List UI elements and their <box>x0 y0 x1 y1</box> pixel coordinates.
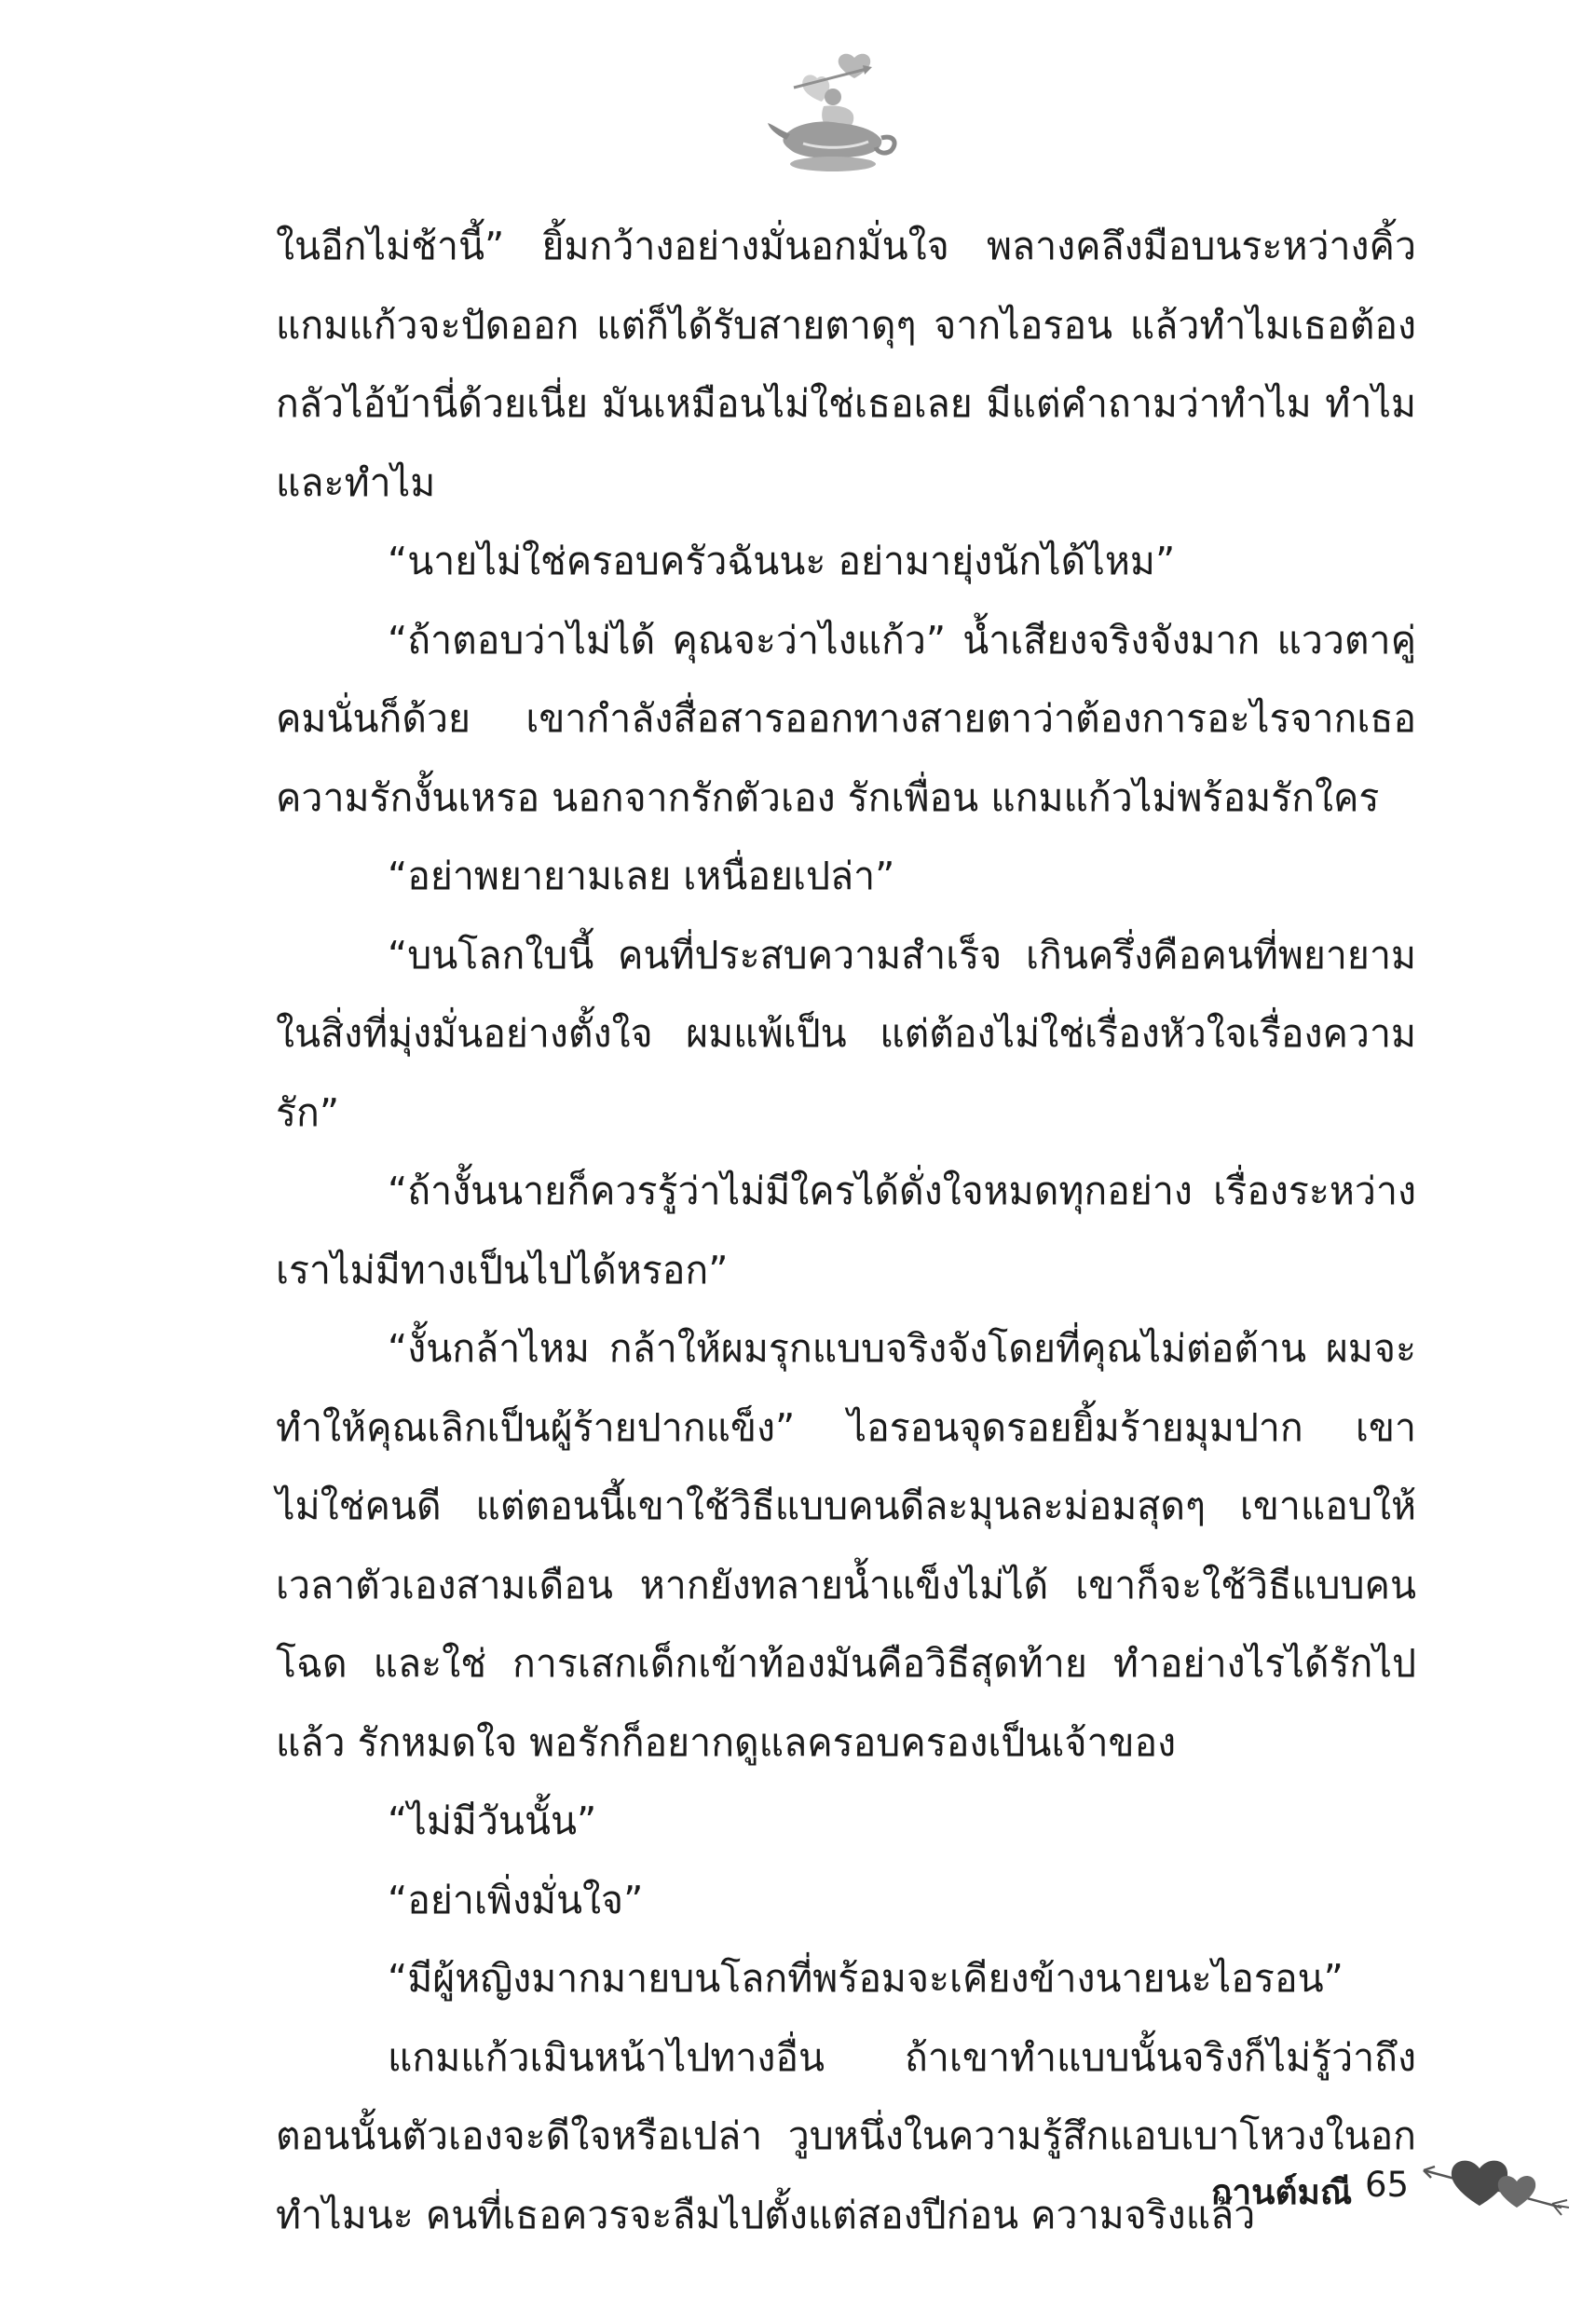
book-title: กานต์มณี <box>1211 2172 1353 2212</box>
page-footer <box>1146 2148 1481 2232</box>
paragraph: “อย่าพยายามเลย เหนื่อยเปล่า” <box>388 854 895 898</box>
body-text <box>276 207 1416 2254</box>
paragraph: แกมแก้วเมินหน้าไปทางอื่น ถ้าเขาทำแบบนั้นจริงก็ไม่รู้ว่าถึงตอนนั้นตัวเองจะดีใจหรือเปล่า วูบหนึ่งในความรู้สึกแอบเบาโหวงในอก ทำไมนะ คนที่เธอควรจะลืมไปตั้งแต่สองปีก่อน ความจริงแล้ว <box>276 2034 1416 2237</box>
paragraph: ในอีกไม่ช้านี้” ยิ้มกว้างอย่างมั่นอกมั่นใจ พลางคลึงมือบนระหว่างคิ้ว แกมแก้วจะปัดออก แต่ก็ได้รับสายตาดุๆ จากไอรอน แล้วทำไมเธอต้องกลัวไอ้บ้านี่ด้วยเนี่ย มันเหมือนไม่ใช่เธอเลย มีแต่คำถามว่าทำไม ทำไมและทำไม <box>276 224 1416 505</box>
hearts-arrow-icon <box>1422 2154 1571 2219</box>
paragraph: “มีผู้หญิงมากมายบนโลกที่พร้อมจะเคียงข้างนายนะไอรอน” <box>388 1956 1344 2001</box>
paragraph: “ถ้าตอบว่าไม่ได้ คุณจะว่าไงแก้ว” น้ำเสียงจริงจังมาก แววตาคู่คมนั่นก็ด้วย เขากำลังสื่อสารออกทางสายตาว่าต้องการอะไรจากเธอ ความรักงั้นเหรอ นอกจากรักตัวเอง รักเพื่อน แกมแก้วไม่พร้อมรักใคร <box>276 617 1416 820</box>
paragraph: “งั้นกล้าไหม กล้าให้ผมรุกแบบจริงจังโดยที่คุณไม่ต่อต้าน ผมจะทำให้คุณเลิกเป็นผู้ร้ายปากแข็ง” ไอรอนจุดรอยยิ้มร้ายมุมปาก เขาไม่ใช่คนดี แต่ตอนนี้เขาใช้วิธีแบบคนดีละมุนละม่อมสุดๆ เขาแอบให้เวลาตัวเองสามเดือน หากยังทลายน้ำแข็งไม่ได้ เขาก็จะใช้วิธีแบบคนโฉด และใช่ การเสกเด็กเข้าท้องมันคือวิธีสุดท้าย ทำอย่างไรได้รักไปแล้ว รักหมดใจ พอรักก็อยากดูแลครอบครองเป็นเจ้าของ <box>276 1326 1416 1765</box>
paragraph: “ถ้างั้นนายก็ควรรู้ว่าไม่มีใครได้ดั่งใจหมดทุกอย่าง เรื่องระหว่างเราไม่มีทางเป็นไปได้หรอก” <box>276 1169 1416 1292</box>
paragraph: “นายไม่ใช่ครอบครัวฉันนะ อย่ามายุ่งนักได้ไหม” <box>388 539 1176 583</box>
paragraph: “อย่าเพิ่งมั่นใจ” <box>388 1877 644 1922</box>
paragraph: “ไม่มีวันนั้น” <box>388 1798 597 1843</box>
page-number: 65 <box>1365 2165 1410 2205</box>
cupid-teapot-ornament-icon <box>766 50 906 181</box>
paragraph: “บนโลกใบนี้ คนที่ประสบความสำเร็จ เกินครึ่งคือคนที่พยายามในสิ่งที่มุ่งมั่นอย่างตั้งใจ ผมแพ้เป็น แต่ต้องไม่ใช่เรื่องหัวใจเรื่องความรัก” <box>276 932 1416 1135</box>
